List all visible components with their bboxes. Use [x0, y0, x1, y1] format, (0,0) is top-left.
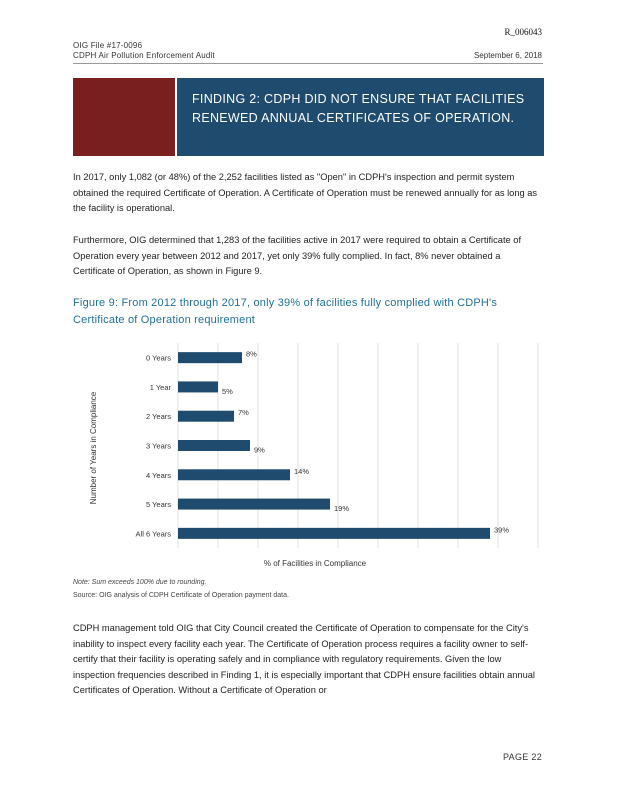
- bar-all-6-years: [178, 528, 490, 539]
- paragraph-3: CDPH management told OIG that City Council created the Certificate of Operation to compensate for the City's inability to inspect every facility each year. The Certificate of Operation process requires a facility owner to self-certify that their facility is operating safely and in compliance with regulatory requirements. Given the low inspection frequencies described in Finding 1, it is especially important that CDPH ensure facilities obtain annual Certificates of Operation. Without a Certificate of Operation or: [73, 623, 535, 695]
- value-label: 7%: [238, 408, 249, 418]
- value-label: 14%: [294, 466, 310, 476]
- bates-number: R_006043: [504, 27, 542, 37]
- category-label: 0 Years: [145, 353, 171, 363]
- category-label: 3 Years: [145, 441, 171, 451]
- paragraph-2: Furthermore, OIG determined that 1,283 of the facilities active in 2017 were required to obtain a Certificate of Operation every year between 2012 and 2017, yet only 39% fully complied. In fact, 8% never obtained a Certificate of Operation, as shown in Figure 9.: [73, 235, 522, 276]
- value-label: 5%: [222, 386, 233, 396]
- header-divider: [73, 63, 543, 64]
- paragraph-1: In 2017, only 1,082 (or 48%) of the 2,252 facilities listed as "Open" in CDPH's inspection and permit system obtained the required Certificate of Operation. A Certificate of Operation must be renewed annually for as long as the facility is operational.: [73, 172, 538, 213]
- banner-accent: [73, 78, 175, 156]
- value-label: 8%: [246, 349, 257, 359]
- compliance-bar-chart: [73, 338, 544, 573]
- category-label: 5 Years: [145, 500, 171, 510]
- value-label: 9%: [254, 445, 265, 455]
- page-number: PAGE 22: [503, 752, 542, 762]
- header-report-title: CDPH Air Pollution Enforcement Audit: [73, 51, 215, 60]
- category-label: 1 Year: [149, 382, 171, 392]
- category-label: 2 Years: [145, 412, 171, 422]
- bar-0-years: [178, 352, 242, 363]
- bar-3-years: [178, 440, 250, 451]
- bar-4-years: [178, 469, 290, 480]
- chart-category-labels: [136, 354, 172, 539]
- x-axis-title: % of Facilities in Compliance: [263, 559, 367, 568]
- bar-1-year: [178, 381, 218, 392]
- y-axis-title: Number of Years in Compliance: [89, 391, 98, 505]
- value-label: 19%: [334, 504, 350, 514]
- category-label: All 6 Years: [135, 529, 171, 539]
- header-file-number: OIG File #17-0096: [73, 41, 143, 50]
- finding-title: FINDING 2: CDPH DID NOT ENSURE THAT FACILITIES RENEWED ANNUAL CERTIFICATES OF OPERATION.: [192, 92, 525, 125]
- figure-source: Source: OIG analysis of CDPH Certificate of Operation payment data.: [73, 592, 289, 599]
- header-date: September 6, 2018: [473, 51, 542, 60]
- value-label: 39%: [494, 525, 510, 535]
- figure-title: Figure 9: From 2012 through 2017, only 39% of facilities fully complied with CDPH's Certificate of Operation requirement: [73, 297, 498, 326]
- bar-2-years: [178, 411, 234, 422]
- figure-note: Note: Sum exceeds 100% due to rounding.: [73, 579, 207, 586]
- category-label: 4 Years: [145, 470, 171, 480]
- bar-5-years: [178, 499, 330, 510]
